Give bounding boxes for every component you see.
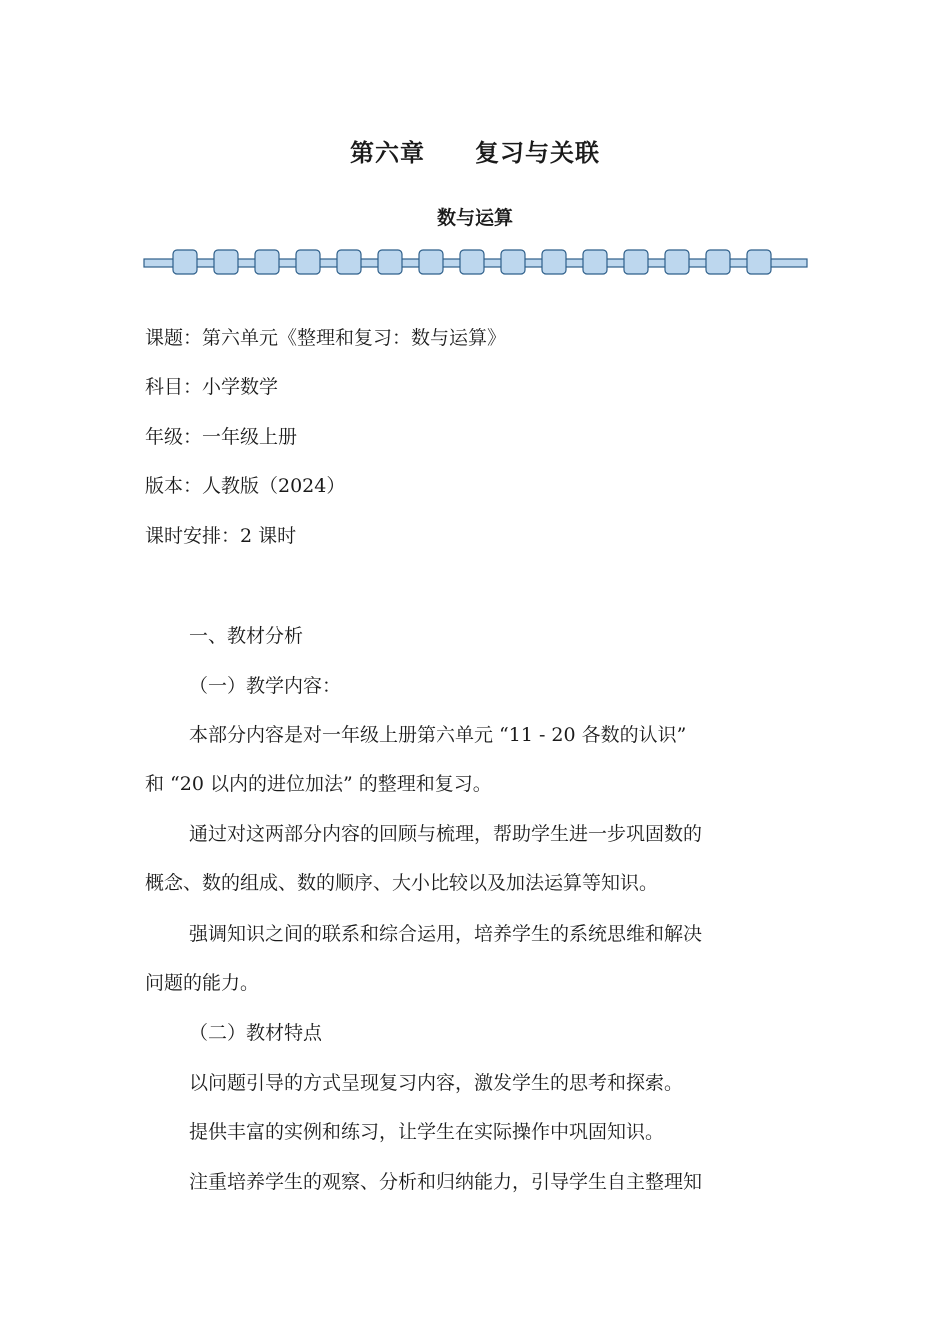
paragraph-1-line-2: 和 “20 以内的进位加法” 的整理和复习。 (145, 773, 492, 795)
subsection-heading-2: （二）教材特点 (189, 1022, 323, 1044)
divider-bead (296, 250, 320, 274)
meta-edition: 版本：人教版（2024） (145, 475, 346, 497)
chapter-number: 第六章 (350, 139, 425, 167)
divider-bead (706, 250, 730, 274)
paragraph-6: 注重培养学生的观察、分析和归纳能力，引导学生自主整理知 (189, 1171, 703, 1193)
section-subtitle: 数与运算 (436, 207, 513, 229)
divider-bead (624, 250, 648, 274)
chapter-name: 复习与关联 (475, 139, 600, 167)
divider-bead (665, 250, 689, 274)
meta-schedule: 课时安排：2 课时 (145, 525, 297, 547)
divider-bead (255, 250, 279, 274)
divider-bead (173, 250, 197, 274)
paragraph-3-line-2: 问题的能力。 (145, 972, 260, 994)
divider-bead (460, 250, 484, 274)
divider-bead (542, 250, 566, 274)
section-heading: 一、教材分析 (189, 625, 304, 647)
paragraph-3-line-1: 强调知识之间的联系和综合运用，培养学生的系统思维和解决 (189, 923, 703, 945)
divider-bead (583, 250, 607, 274)
paragraph-4: 以问题引导的方式呈现复习内容，激发学生的思考和探索。 (189, 1072, 684, 1094)
paragraph-2-line-2: 概念、数的组成、数的顺序、大小比较以及加法运算等知识。 (145, 872, 659, 894)
subsection-heading: （一）教学内容： (189, 675, 342, 697)
divider-bead (337, 250, 361, 274)
meta-topic: 课题：第六单元《整理和复习：数与运算》 (145, 327, 507, 349)
meta-subject: 科目：小学数学 (145, 376, 279, 398)
bead-divider (143, 249, 808, 277)
divider-bead (214, 250, 238, 274)
divider-bead (501, 250, 525, 274)
meta-grade: 年级：一年级上册 (145, 426, 298, 448)
paragraph-1-line-1: 本部分内容是对一年级上册第六单元 “11 - 20 各数的认识” (189, 724, 687, 746)
divider-bead (378, 250, 402, 274)
paragraph-2-line-1: 通过对这两部分内容的回顾与梳理，帮助学生进一步巩固数的 (189, 823, 703, 845)
divider-bead (419, 250, 443, 274)
divider-bead (747, 250, 771, 274)
chapter-title (0, 133, 950, 168)
divider-beads (173, 250, 771, 274)
paragraph-5: 提供丰富的实例和练习，让学生在实际操作中巩固知识。 (189, 1121, 665, 1143)
